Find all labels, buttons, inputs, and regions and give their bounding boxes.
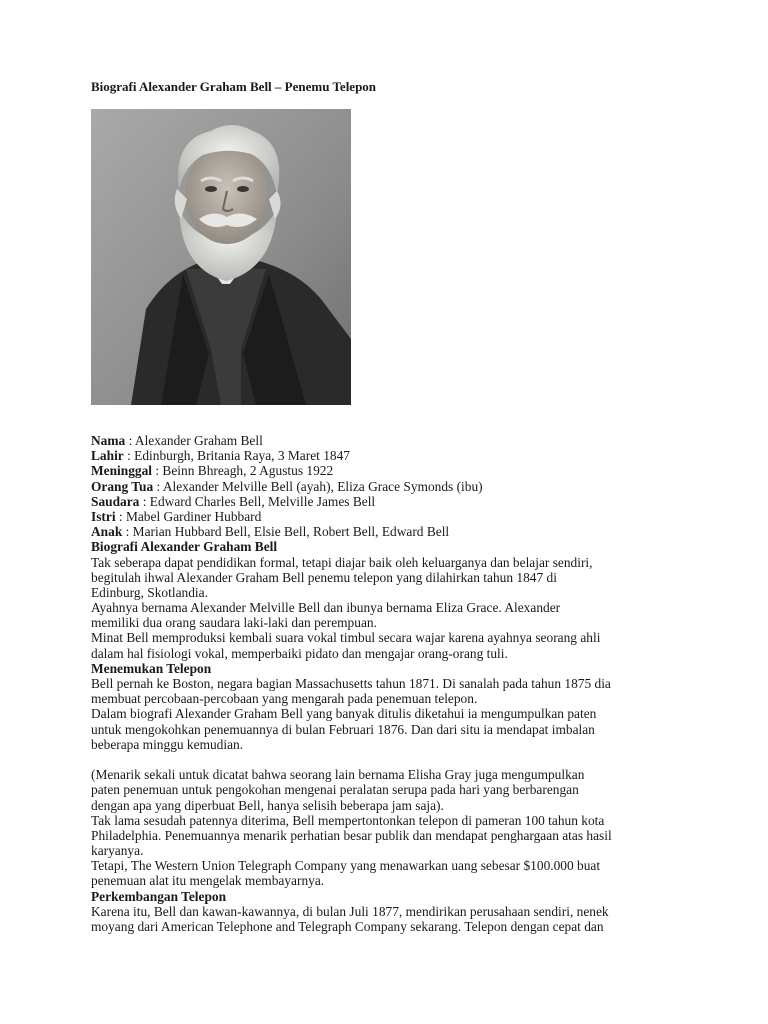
paragraph-line: Ayahnya bernama Alexander Melville Bell dan ibunya bernama Eliza Grace. Alexander <box>91 600 561 616</box>
paragraph-line: dalam hal fisiologi vokal, memperbaiki pidato dan mengajar orang-orang tuli. <box>91 645 508 661</box>
paragraph-line: paten penemuan untuk pengokohan mengenai peralatan serupa pada hari yang berbarengan <box>91 782 579 798</box>
profile-birth: Lahir : Edinburgh, Britania Raya, 3 Maret 1847 <box>91 448 350 464</box>
paragraph-line: beberapa minggu kemudian. <box>91 736 244 752</box>
profile-death: Meninggal : Beinn Bhreagh, 2 Agustus 1922 <box>91 463 334 479</box>
profile-spouse: Istri : Mabel Gardiner Hubbard <box>91 508 262 524</box>
profile-name: Nama : Alexander Graham Bell <box>91 433 263 448</box>
section-heading-biography: Biografi Alexander Graham Bell <box>91 539 278 555</box>
paragraph-line: karyanya. <box>91 843 144 859</box>
paragraph-line: moyang dari American Telephone and Telegraph Company sekarang. Telepon dengan cepat dan <box>91 919 604 934</box>
section-heading-invention: Menemukan Telepon <box>91 660 212 676</box>
paragraph-line: untuk mengokohkan penemuannya di bulan Februari 1876. Dan dari situ ia mendapat imbalan <box>91 721 595 737</box>
portrait-photo <box>91 109 351 405</box>
paragraph-line: memiliki dua orang saudara laki-laki dan perempuan. <box>91 615 377 631</box>
paragraph-line: Tak seberapa dapat pendidikan formal, tetapi diajar baik oleh keluarganya dan belajar sendiri, <box>91 554 593 570</box>
paragraph-line: begitulah ihwal Alexander Graham Bell penemu telepon yang dilahirkan tahun 1847 di <box>91 569 557 585</box>
paragraph-line: Dalam biografi Alexander Graham Bell yang banyak ditulis diketahui ia mengumpulkan paten <box>91 706 597 722</box>
section-heading-development: Perkembangan Telepon <box>91 888 227 904</box>
document-body <box>91 433 691 934</box>
paragraph-line: Karena itu, Bell dan kawan-kawannya, di bulan Juli 1877, mendirikan perusahaan sendiri, nenek <box>91 903 609 919</box>
paragraph-gap <box>91 752 691 767</box>
profile-parents: Orang Tua : Alexander Melville Bell (ayah), Eliza Grace Symonds (ibu) <box>91 478 483 494</box>
paragraph-line: (Menarik sekali untuk dicatat bahwa seorang lain bernama Elisha Gray juga mengumpulkan <box>91 767 585 783</box>
profile-siblings: Saudara : Edward Charles Bell, Melville James Bell <box>91 493 376 509</box>
paragraph-line: Minat Bell memproduksi kembali suara vokal timbul secara wajar karena ayahnya seorang ahli <box>91 630 601 646</box>
paragraph-line: Tak lama sesudah patennya diterima, Bell mempertontonkan telepon di pameran 100 tahun kota <box>91 812 605 828</box>
paragraph-line: membuat percobaan-percobaan yang mengarah pada penemuan telepon. <box>91 691 478 707</box>
profile-children: Anak : Marian Hubbard Bell, Elsie Bell, Robert Bell, Edward Bell <box>91 524 450 540</box>
paragraph-line: Philadelphia. Penemuannya menarik perhatian besar publik dan mendapat penghargaan atas hasil <box>91 827 612 843</box>
paragraph-line: Tetapi, The Western Union Telegraph Company yang menawarkan uang sebesar $100.000 buat <box>91 858 601 874</box>
portrait-illustration <box>91 109 351 405</box>
paragraph-line: penemuan alat itu mengelak membayarnya. <box>91 873 325 889</box>
paragraph-line: Bell pernah ke Boston, negara bagian Massachusetts tahun 1871. Di sanalah pada tahun 1875 dia <box>91 676 611 691</box>
paragraph-line: Edinburg, Skotlandia. <box>91 584 208 600</box>
document-title: Biografi Alexander Graham Bell – Penemu Telepon <box>91 79 377 94</box>
paragraph-line: dengan apa yang diperbuat Bell, hanya selisih beberapa jam saja). <box>91 797 444 813</box>
